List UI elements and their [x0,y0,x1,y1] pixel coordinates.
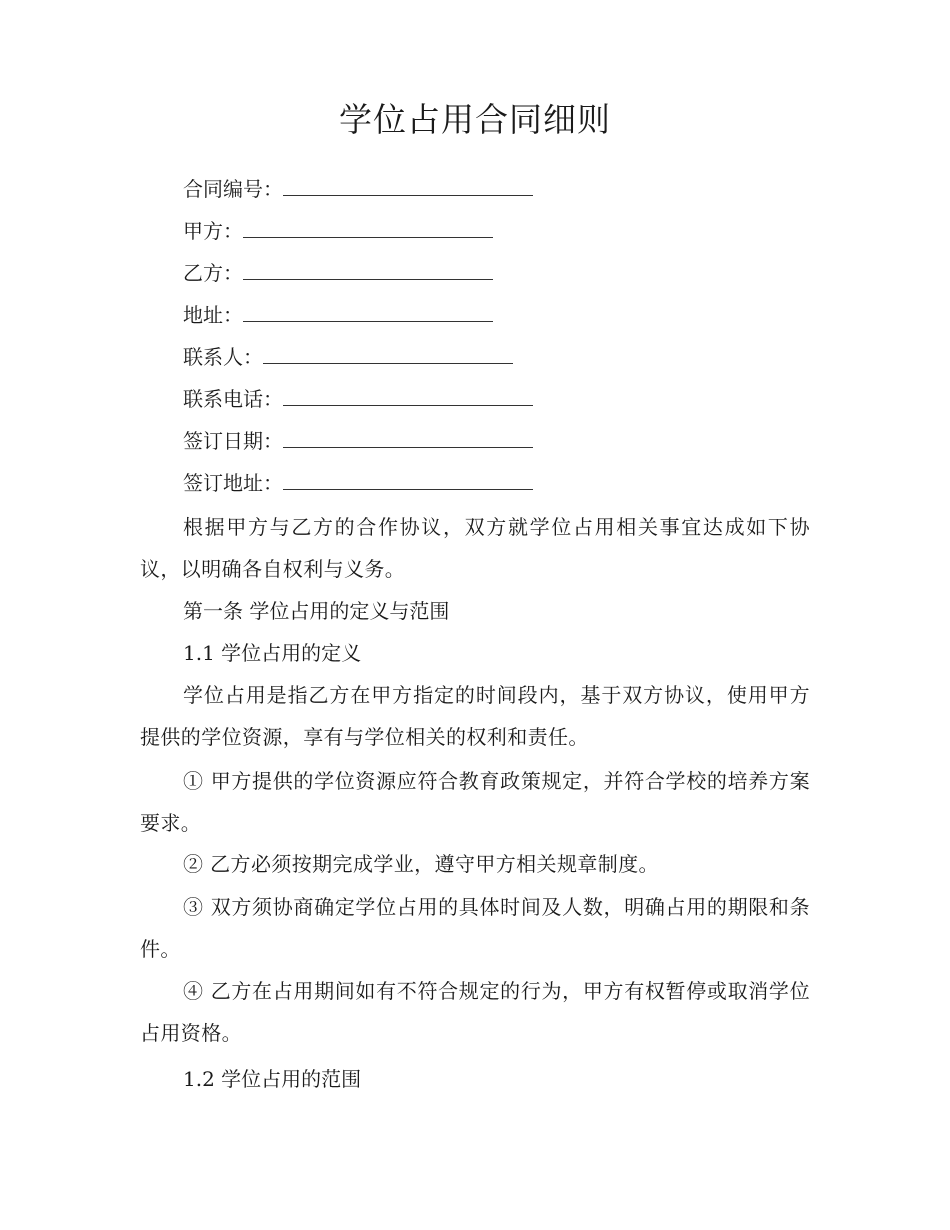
intro-paragraph: 根据甲方与乙方的合作协议，双方就学位占用相关事宜达成如下协议，以明确各自权利与义务。 [140,515,810,581]
field-address [183,300,493,330]
fill-in-blank[interactable] [283,177,533,196]
section-1-1-body: 学位占用是指乙方在甲方指定的时间段内，基于双方协议，使用甲方提供的学位资源，享有与学位相关的权利和责任。 [140,683,810,749]
field-contract-number [183,174,533,204]
field-label: 签订日期： [183,429,283,453]
article-1-heading: 第一条 学位占用的定义与范围 [183,599,450,623]
field-label: 联系人： [183,345,263,369]
field-signing-place [183,468,533,498]
field-party-b [183,258,493,288]
clause-item-3: ③ 双方须协商确定学位占用的具体时间及人数，明确占用的期限和条件。 [140,895,810,961]
field-contact-phone [183,384,533,414]
field-label: 联系电话： [183,387,283,411]
document-title: 学位占用合同细则 [339,100,611,139]
fill-in-blank[interactable] [243,303,493,322]
fill-in-blank[interactable] [283,387,533,406]
field-label: 乙方： [183,261,243,285]
section-1-2-heading: 1.2 学位占用的范围 [183,1067,362,1091]
fill-in-blank[interactable] [243,219,493,238]
field-label: 地址： [183,303,243,327]
fill-in-blank[interactable] [243,261,493,280]
field-contact-person [183,342,513,372]
field-party-a [183,216,493,246]
field-signing-date [183,426,533,456]
section-1-1-heading: 1.1 学位占用的定义 [183,641,362,665]
clause-item-4: ④ 乙方在占用期间如有不符合规定的行为，甲方有权暂停或取消学位占用资格。 [140,979,810,1045]
clause-item-1: ① 甲方提供的学位资源应符合教育政策规定，并符合学校的培养方案要求。 [140,769,810,835]
field-label: 签订地址： [183,471,283,495]
field-label: 甲方： [183,219,243,243]
fill-in-blank[interactable] [283,429,533,448]
fill-in-blank[interactable] [283,471,533,490]
fill-in-blank[interactable] [263,345,513,364]
field-label: 合同编号： [183,177,283,201]
clause-item-2: ② 乙方必须按期完成学业，遵守甲方相关规章制度。 [183,852,659,876]
